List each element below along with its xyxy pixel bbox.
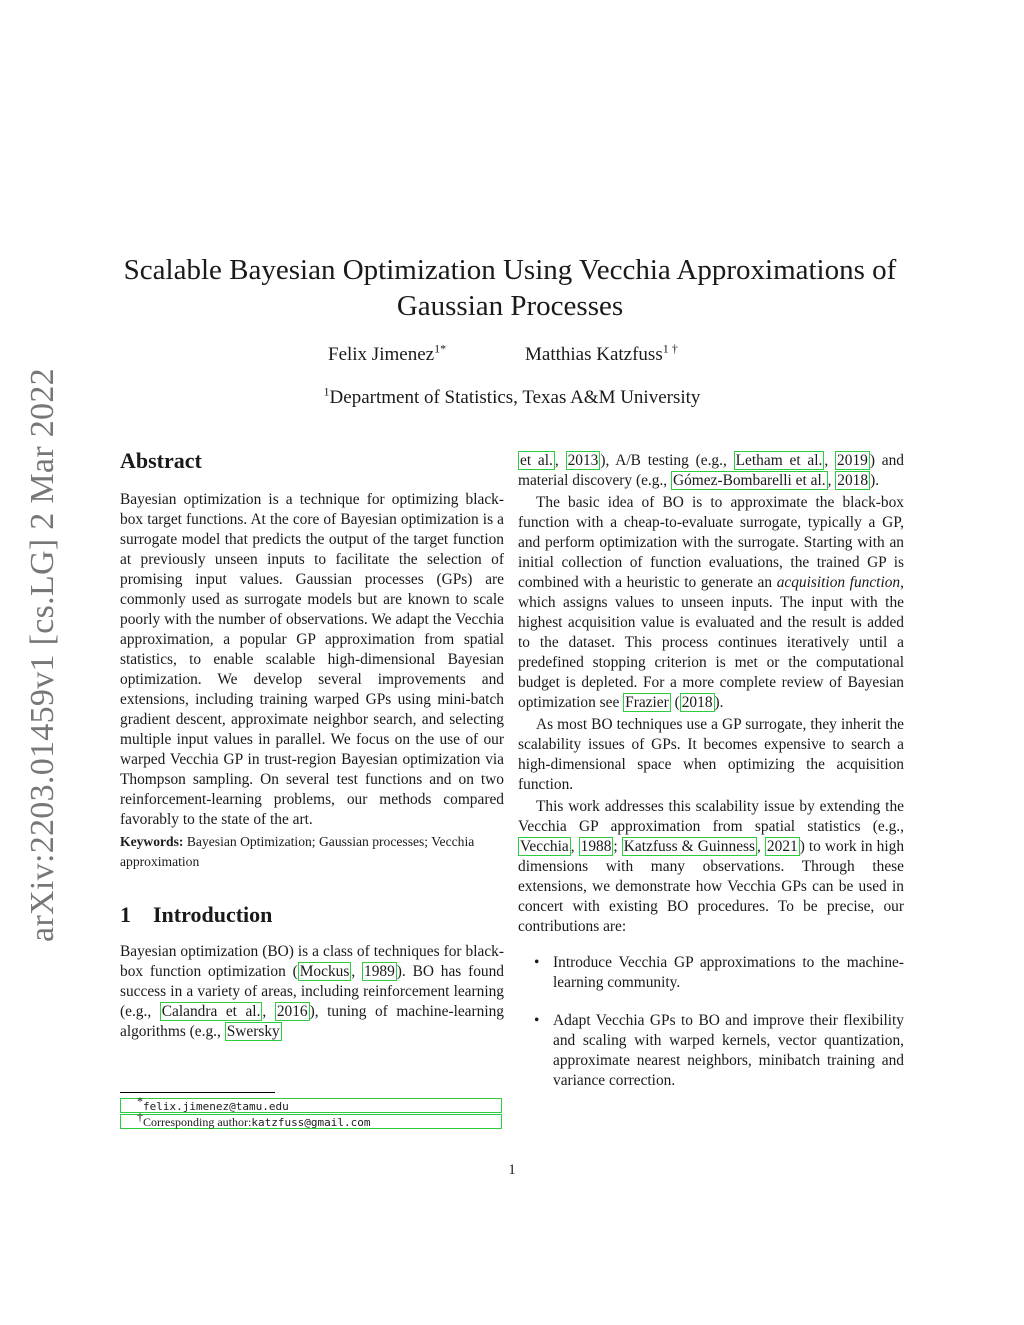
citation-link[interactable]: 1989 xyxy=(364,963,395,980)
citation-link[interactable]: 2021 xyxy=(766,838,798,855)
citation-link[interactable]: 2018 xyxy=(837,472,869,489)
footnote-rule xyxy=(120,1092,275,1093)
abstract-text: Bayesian optimization is a technique for optimizing black-box target functions. At the core of Bayesian optimization is a surrogate model that predicts the output of the target function at previously unseen inputs to facilitate the selection of promising input values. Gaussian processes (GPs) are commonly used as surrogate models but are known to scale poorly with the number of observations. We adapt the Vecchia approximation, a popular GP approximation from spatial statistics, to enable scalable high-dimensional Bayesian optimization. We develop several improvements and extensions, including training warped GPs using mini-batch gradient descent, approximate neighbor search, and selecting multiple input values in parallel. We focus on the use of our warped Vecchia GP in trust-region Bayesian optimization via Thompson sampling. On several test functions and on two reinforcement-learning problems, our methods compared favorably to the state of the art. xyxy=(120,491,504,828)
citation-link[interactable]: Katzfuss & Guinness xyxy=(623,838,755,855)
citation-link[interactable]: 1988 xyxy=(580,838,612,855)
arxiv-id: arXiv:2203.01459v1 [cs.LG] 2 Mar 2022 xyxy=(24,368,61,942)
footnote-1-mark: * xyxy=(137,1094,143,1108)
author-2 xyxy=(525,341,678,366)
intro-paragraph-1 xyxy=(120,942,504,1042)
citation-link[interactable]: Letham et al. xyxy=(735,452,823,469)
text-run: ) to work in high dimensions with many observations. Through these extensions, we demonstrate how Vecchia GPs can be used in concert with existing BO procedures. To be precise, our contributions are: xyxy=(518,838,905,935)
affiliation-mark: 1 xyxy=(323,384,330,399)
author-2-name: Matthias Katzfuss xyxy=(525,344,663,365)
author-1-name: Felix Jimenez xyxy=(328,344,435,365)
text-run: The basic idea of BO is to approximate the black-box function with a cheap-to-evaluate surrogate, typically a GP, and perform optimization with the surrogate. Starting with an initial collection of function evaluations, the trained GP is combined with a heuristic to generate an xyxy=(518,494,904,591)
text-run: , xyxy=(262,1003,275,1020)
keywords-label: Keywords: xyxy=(120,834,184,849)
intro-number: 1 xyxy=(120,902,131,927)
text-run: , xyxy=(554,452,566,469)
arxiv-sidebar-stamp xyxy=(15,355,71,955)
list-item: • Introduce Vecchia GP approximations to the machine-learning community. xyxy=(518,953,904,993)
citation-link[interactable]: Gómez-Bombarelli et al. xyxy=(673,472,826,489)
intro-heading xyxy=(120,902,504,928)
citation-link[interactable]: 2018 xyxy=(681,694,713,711)
author-1 xyxy=(328,341,447,366)
footnote-1[interactable] xyxy=(120,1094,502,1113)
text-run: ; xyxy=(613,838,622,855)
intro-paragraph-3: As most BO techniques use a GP surrogate, they inherit the scalability issues of GPs. It becomes expensive to search a high-dimensional space when optimizing the acquisition function. xyxy=(518,716,904,793)
text-run: ). xyxy=(714,694,724,711)
text-run: ). BO has found success in a variety of areas, including reinforcement learning (e.g., xyxy=(120,963,504,1020)
footnote-2-label: Corresponding author: xyxy=(143,1115,252,1129)
author-1-marks: 1* xyxy=(434,341,447,356)
text-run: , xyxy=(351,963,362,980)
page-number: 1 xyxy=(508,1162,516,1178)
text-run: ). xyxy=(870,472,880,489)
left-column xyxy=(120,448,504,1042)
text-run: Bayesian optimization (BO) is a class of techniques for black-box function optimization ( xyxy=(120,943,504,980)
intro-paragraph-1-continued xyxy=(518,451,904,491)
list-item: • Adapt Vecchia GPs to BO and improve their flexibility and scaling with warped kernels, vector quantization, approximate nearest neighbors, minibatch training and variance correction. xyxy=(518,1011,904,1091)
intro-paragraph-2 xyxy=(518,493,904,713)
text-run: ), A/B testing (e.g., xyxy=(600,452,734,469)
footnote-2-mark: † xyxy=(137,1110,143,1124)
citation-link[interactable]: Vecchia xyxy=(520,838,569,855)
intro-paragraph-4 xyxy=(518,797,904,937)
footnote-1-email[interactable]: felix.jimenez@tamu.edu xyxy=(143,1100,289,1113)
text-run: , xyxy=(827,472,836,489)
text-run: , xyxy=(757,838,765,855)
contributions-list xyxy=(518,953,904,1091)
abstract-heading: Abstract xyxy=(120,448,202,473)
citation-link[interactable]: 2019 xyxy=(837,452,868,469)
emphasis: acquisition function xyxy=(776,574,901,591)
citation-link[interactable]: Mockus xyxy=(299,963,350,980)
right-column xyxy=(518,451,904,1109)
citation-link[interactable]: Calandra et al. xyxy=(161,1003,261,1020)
footnote-2[interactable] xyxy=(120,1110,502,1129)
text-run: ), tuning of machine-learning algorithms (e.g., xyxy=(120,1003,505,1040)
text-run: , xyxy=(570,838,579,855)
citation-link[interactable]: Swersky xyxy=(226,1023,280,1040)
author-2-marks: 1 † xyxy=(662,341,678,356)
citation-link[interactable]: Frazier xyxy=(625,694,669,711)
citation-link[interactable]: et al. xyxy=(520,452,553,469)
text-run: ( xyxy=(670,694,680,711)
text-run: This work addresses this scalability issue by extending the Vecchia GP approximation from spatial statistics (e.g., xyxy=(518,798,904,835)
paper-title: Scalable Bayesian Optimization Using Vecchia Approximations of Gaussian Processes xyxy=(123,254,897,322)
text-run: , xyxy=(824,452,836,469)
affiliation xyxy=(0,384,1024,409)
text-run: ) and material discovery (e.g., xyxy=(518,452,904,489)
footnote-2-email[interactable]: katzfuss@gmail.com xyxy=(251,1116,371,1129)
intro-title: Introduction xyxy=(153,902,273,927)
citation-link[interactable]: 2013 xyxy=(567,452,599,469)
keywords-text: Bayesian Optimization; Gaussian processes; Vecchia approximation xyxy=(120,834,475,869)
affiliation-text: Department of Statistics, Texas A&M University xyxy=(329,387,701,408)
citation-link[interactable]: 2016 xyxy=(276,1003,308,1020)
text-run: , which assigns values to unseen inputs. The input with the highest acquisition value is evaluated and the result is added to the dataset. This process continues iteratively until a predefined stopping criterion is met or the computational budget is depleted. For a more complete review of Bayesian optimization see xyxy=(518,574,904,711)
keywords xyxy=(120,832,504,872)
